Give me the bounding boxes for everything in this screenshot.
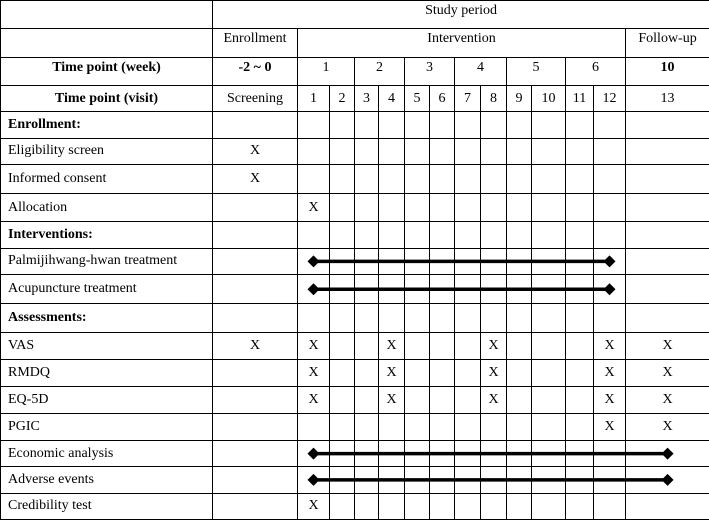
row-label: VAS: [1, 332, 213, 359]
visit-cell: [298, 440, 330, 466]
empty-cell: [330, 222, 355, 248]
visit-cell: [532, 332, 566, 359]
visit-cell: [379, 164, 405, 193]
visit-7: 7: [455, 85, 481, 111]
visit-4: 4: [379, 85, 405, 111]
empty-cell: [330, 304, 355, 332]
row-label: Allocation: [1, 194, 213, 222]
visit-cell: [481, 138, 507, 164]
visit-cell: [330, 440, 355, 466]
empty-cell: [594, 222, 626, 248]
visit-cell: X: [594, 360, 626, 387]
schedule-row: [1, 387, 709, 413]
screening-cell: [213, 440, 298, 466]
visit-cell: X: [594, 387, 626, 413]
screening-cell: [213, 360, 298, 387]
visit-cell: [532, 467, 566, 493]
visit-cell: [532, 387, 566, 413]
section-title: Assessments:: [1, 304, 213, 332]
empty-cell: [405, 222, 430, 248]
visit-cell: [532, 360, 566, 387]
visit-cell: [355, 194, 379, 222]
empty-cell: [405, 304, 430, 332]
visit-cell: [532, 194, 566, 222]
visit-cell: X: [481, 387, 507, 413]
empty-cell: [213, 222, 298, 248]
visit-cell: [405, 360, 430, 387]
visit-cell: [405, 164, 430, 193]
visit-cell: [566, 467, 594, 493]
row-label: Palmijihwang-hwan treatment: [1, 248, 213, 274]
schedule-row: [1, 332, 709, 359]
visit-cell: [355, 332, 379, 359]
visit-cell: [355, 387, 379, 413]
visit-cell: [507, 467, 532, 493]
follow-up-cell: [626, 493, 709, 519]
visit-cell: X: [298, 493, 330, 519]
visit-cell: [430, 387, 455, 413]
visit-cell: [330, 467, 355, 493]
corner-cell: [1, 29, 213, 57]
row-label: Credibility test: [1, 493, 213, 519]
visit-cell: [379, 275, 405, 304]
week-3: 3: [405, 57, 455, 85]
visit-cell: [507, 194, 532, 222]
visit-cell: [594, 164, 626, 193]
screening-cell: [213, 387, 298, 413]
visit-cell: [455, 248, 481, 274]
follow-up-cell: [626, 248, 709, 274]
visit-cell: [405, 440, 430, 466]
visit-cell: [455, 164, 481, 193]
visit-cell: [566, 493, 594, 519]
empty-cell: [298, 304, 330, 332]
empty-cell: [626, 304, 709, 332]
header-row-study-period: [1, 1, 709, 29]
visit-cell: [379, 413, 405, 440]
week-1: 1: [298, 57, 355, 85]
visit-cell: X: [379, 360, 405, 387]
visit-cell: [379, 440, 405, 466]
visit-cell: [455, 440, 481, 466]
empty-cell: [379, 304, 405, 332]
screening-cell: [213, 493, 298, 519]
visit-cell: [330, 387, 355, 413]
visit-3: 3: [355, 85, 379, 111]
visit-cell: [355, 413, 379, 440]
visit-cell: [455, 138, 481, 164]
visit-cell: [455, 387, 481, 413]
empty-cell: [455, 222, 481, 248]
visit-cell: [330, 493, 355, 519]
empty-cell: [405, 112, 430, 138]
visit-cell: [298, 138, 330, 164]
empty-cell: [626, 222, 709, 248]
visit-cell: [566, 332, 594, 359]
visit-cell: [430, 164, 455, 193]
visit-cell: [355, 248, 379, 274]
visit-cell: [566, 413, 594, 440]
screening-cell: X: [213, 332, 298, 359]
enrollment-week: -2 ~ 0: [213, 57, 298, 85]
follow-up-week: 10: [626, 57, 709, 85]
visit-cell: [405, 275, 430, 304]
visit-cell: [455, 360, 481, 387]
section-title: Enrollment:: [1, 112, 213, 138]
header-row-phases: [1, 29, 709, 57]
week-6: 6: [566, 57, 626, 85]
visit-cell: [379, 194, 405, 222]
visit-cell: [330, 194, 355, 222]
row-label: Eligibility screen: [1, 138, 213, 164]
visit-cell: [507, 360, 532, 387]
visit-cell: [330, 138, 355, 164]
follow-up-cell: X: [626, 332, 709, 359]
visit-10: 10: [532, 85, 566, 111]
row-label: Adverse events: [1, 467, 213, 493]
empty-cell: [594, 304, 626, 332]
visit-cell: X: [379, 332, 405, 359]
visit-cell: [430, 194, 455, 222]
schedule-row: [1, 467, 709, 493]
visit-cell: [507, 138, 532, 164]
visit-cell: [405, 332, 430, 359]
follow-up-cell: [626, 164, 709, 193]
visit-cell: [298, 275, 330, 304]
empty-cell: [626, 112, 709, 138]
screening-cell: [213, 248, 298, 274]
screening-cell: X: [213, 138, 298, 164]
visit-cell: [430, 440, 455, 466]
intervention-phase-header: Intervention: [298, 29, 626, 57]
visit-cell: [455, 332, 481, 359]
visit-cell: [405, 413, 430, 440]
empty-cell: [532, 112, 566, 138]
visit-8: 8: [481, 85, 507, 111]
visit-cell: [330, 248, 355, 274]
visit-cell: [507, 413, 532, 440]
visit-cell: [355, 440, 379, 466]
visit-cell: [355, 493, 379, 519]
empty-cell: [330, 112, 355, 138]
header-row-visits: [1, 85, 709, 111]
visit-cell: [355, 275, 379, 304]
section-header-row: [1, 304, 709, 332]
follow-up-cell: X: [626, 387, 709, 413]
empty-cell: [213, 112, 298, 138]
schedule-row: [1, 275, 709, 304]
visit-cell: [430, 275, 455, 304]
visit-cell: X: [298, 360, 330, 387]
visit-cell: [405, 138, 430, 164]
section-title: Interventions:: [1, 222, 213, 248]
study-period-header: Study period: [213, 1, 709, 29]
empty-cell: [507, 112, 532, 138]
visit-cell: [481, 275, 507, 304]
visit-cell: [481, 493, 507, 519]
visit-cell: [481, 413, 507, 440]
visit-12: 12: [594, 85, 626, 111]
visit-cell: [481, 194, 507, 222]
screening-cell: [213, 467, 298, 493]
visit-2: 2: [330, 85, 355, 111]
visit-cell: [379, 138, 405, 164]
empty-cell: [455, 304, 481, 332]
screening-cell: [213, 275, 298, 304]
row-label: Acupuncture treatment: [1, 275, 213, 304]
visit-5: 5: [405, 85, 430, 111]
visit-cell: [566, 164, 594, 193]
visit-cell: X: [298, 332, 330, 359]
visit-cell: [430, 138, 455, 164]
visit-cell: [594, 275, 626, 304]
visit-cell: [507, 275, 532, 304]
visit-cell: [594, 440, 626, 466]
empty-cell: [481, 304, 507, 332]
visit-cell: [532, 440, 566, 466]
visit-9: 9: [507, 85, 532, 111]
visit-cell: [594, 467, 626, 493]
empty-cell: [379, 112, 405, 138]
visit-cell: [405, 387, 430, 413]
visit-cell: [594, 493, 626, 519]
visit-cell: [430, 332, 455, 359]
empty-cell: [455, 112, 481, 138]
row-label: PGIC: [1, 413, 213, 440]
empty-cell: [355, 112, 379, 138]
visit-cell: [481, 440, 507, 466]
visit-cell: [532, 138, 566, 164]
empty-cell: [481, 222, 507, 248]
visit-cell: [455, 493, 481, 519]
visit-cell: [507, 440, 532, 466]
follow-up-cell: X: [626, 413, 709, 440]
empty-cell: [379, 222, 405, 248]
time-point-visit-label: Time point (visit): [1, 85, 213, 111]
empty-cell: [298, 112, 330, 138]
empty-cell: [481, 112, 507, 138]
visit-cell: [507, 164, 532, 193]
visit-cell: X: [379, 387, 405, 413]
visit-cell: X: [594, 413, 626, 440]
visit-cell: X: [594, 332, 626, 359]
visit-cell: [507, 387, 532, 413]
schedule-row: [1, 138, 709, 164]
enrollment-phase-header: Enrollment: [213, 29, 298, 57]
section-header-row: [1, 222, 709, 248]
visit-cell: [455, 275, 481, 304]
visit-cell: [507, 248, 532, 274]
follow-up-cell: [626, 194, 709, 222]
visit-cell: [507, 493, 532, 519]
visit-cell: [455, 413, 481, 440]
visit-cell: X: [481, 332, 507, 359]
follow-up-cell: [626, 440, 709, 466]
visit-cell: X: [298, 387, 330, 413]
visit-cell: [532, 164, 566, 193]
visit-cell: [355, 164, 379, 193]
week-5: 5: [507, 57, 566, 85]
visit-cell: [430, 413, 455, 440]
visit-cell: [507, 332, 532, 359]
visit-cell: [532, 413, 566, 440]
week-4: 4: [455, 57, 507, 85]
week-2: 2: [355, 57, 405, 85]
visit-cell: [330, 360, 355, 387]
visit-cell: [566, 248, 594, 274]
empty-cell: [507, 222, 532, 248]
schedule-row: [1, 194, 709, 222]
schedule-row: [1, 413, 709, 440]
visit-cell: [430, 360, 455, 387]
empty-cell: [507, 304, 532, 332]
schedule-row: [1, 493, 709, 519]
schedule-row: [1, 248, 709, 274]
follow-up-phase-header: Follow-up: [626, 29, 709, 57]
empty-cell: [566, 222, 594, 248]
visit-cell: X: [481, 360, 507, 387]
screening-cell: [213, 413, 298, 440]
visit-cell: [430, 248, 455, 274]
visit-cell: [405, 248, 430, 274]
visit-cell: [330, 413, 355, 440]
empty-cell: [430, 304, 455, 332]
time-point-week-label: Time point (week): [1, 57, 213, 85]
empty-cell: [355, 222, 379, 248]
follow-up-cell: [626, 467, 709, 493]
visit-cell: [379, 248, 405, 274]
row-label: Economic analysis: [1, 440, 213, 466]
empty-cell: [566, 304, 594, 332]
visit-6: 6: [430, 85, 455, 111]
screening-visit: Screening: [213, 85, 298, 111]
visit-cell: [298, 248, 330, 274]
visit-cell: [355, 467, 379, 493]
visit-cell: [430, 467, 455, 493]
empty-cell: [355, 304, 379, 332]
visit-cell: [594, 138, 626, 164]
visit-cell: [355, 360, 379, 387]
visit-cell: [298, 164, 330, 193]
empty-cell: [213, 304, 298, 332]
empty-cell: [430, 112, 455, 138]
visit-cell: [481, 164, 507, 193]
follow-up-visit: 13: [626, 85, 709, 111]
empty-cell: [532, 222, 566, 248]
empty-cell: [566, 112, 594, 138]
visit-cell: [481, 248, 507, 274]
visit-cell: [566, 138, 594, 164]
visit-11: 11: [566, 85, 594, 111]
visit-cell: [355, 138, 379, 164]
header-row-weeks: [1, 57, 709, 85]
visit-cell: [481, 467, 507, 493]
visit-cell: [566, 275, 594, 304]
visit-cell: [379, 493, 405, 519]
follow-up-cell: X: [626, 360, 709, 387]
visit-cell: [330, 164, 355, 193]
schedule-row: [1, 164, 709, 193]
visit-cell: [330, 275, 355, 304]
visit-cell: [430, 493, 455, 519]
visit-cell: [455, 467, 481, 493]
visit-cell: [405, 194, 430, 222]
row-label: Informed consent: [1, 164, 213, 193]
section-header-row: [1, 112, 709, 138]
follow-up-cell: [626, 275, 709, 304]
visit-cell: [405, 493, 430, 519]
visit-cell: [594, 194, 626, 222]
visit-cell: X: [298, 194, 330, 222]
row-label: RMDQ: [1, 360, 213, 387]
visit-cell: [298, 467, 330, 493]
visit-cell: [298, 413, 330, 440]
row-label: EQ-5D: [1, 387, 213, 413]
visit-1: 1: [298, 85, 330, 111]
visit-cell: [532, 493, 566, 519]
visit-cell: [532, 275, 566, 304]
schedule-row: [1, 360, 709, 387]
follow-up-cell: [626, 138, 709, 164]
visit-cell: [566, 194, 594, 222]
empty-cell: [430, 222, 455, 248]
corner-cell: [1, 1, 213, 29]
visit-cell: [330, 332, 355, 359]
empty-cell: [532, 304, 566, 332]
visit-cell: [566, 360, 594, 387]
empty-cell: [594, 112, 626, 138]
screening-cell: [213, 194, 298, 222]
empty-cell: [298, 222, 330, 248]
visit-cell: [566, 387, 594, 413]
screening-cell: X: [213, 164, 298, 193]
schedule-row: [1, 440, 709, 466]
visit-cell: [532, 248, 566, 274]
visit-cell: [594, 248, 626, 274]
visit-cell: [379, 467, 405, 493]
visit-cell: [405, 467, 430, 493]
visit-cell: [566, 440, 594, 466]
visit-cell: [455, 194, 481, 222]
